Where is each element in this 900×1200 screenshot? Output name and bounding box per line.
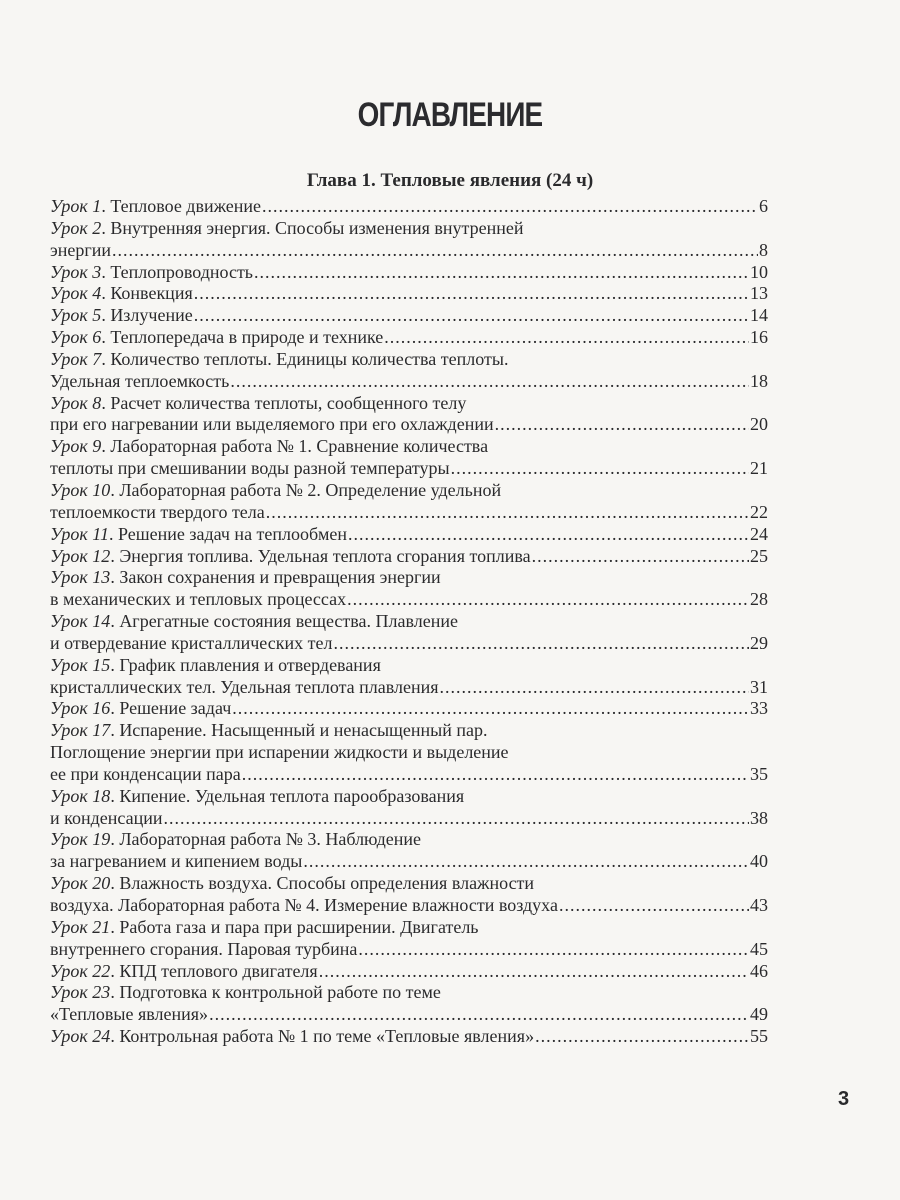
lesson-title: кристаллических тел. Удельная теплота плавления [50, 676, 439, 697]
toc-entry[interactable] [50, 698, 768, 720]
dot-leader [347, 589, 749, 611]
lesson-title: Решение задач на теплообмен [117, 523, 348, 544]
toc-entry-text: Урок 6. Теплопередача в природе и технике [50, 327, 384, 348]
lesson-label: Урок 24 [50, 1026, 111, 1047]
lesson-title: Теплопроводность [110, 261, 254, 282]
lesson-label: Урок 2 [50, 217, 102, 238]
toc-entry[interactable] [50, 873, 768, 917]
toc-entry[interactable] [50, 218, 768, 262]
lesson-title: Теплопередача в природе и технике [110, 327, 384, 348]
lesson-label: Урок 22 [50, 960, 111, 981]
toc-entry-line [50, 939, 768, 961]
lesson-title: Конвекция [110, 283, 193, 304]
toc-page-number: 14 [750, 305, 768, 326]
toc-entry-line [50, 917, 768, 939]
lesson-label: Урок 12 [50, 545, 111, 566]
lesson-title: Работа газа и пара при расширении. Двигатель [119, 916, 479, 937]
toc-entry-line [50, 742, 768, 764]
toc-page-number: 35 [750, 763, 768, 784]
toc-page-number: 6 [759, 196, 768, 216]
toc-entry[interactable] [50, 655, 768, 699]
toc-entry-text: Урок 10. Лабораторная работа № 2. Определение удельной [50, 479, 502, 500]
lesson-title: Кипение. Удельная теплота парообразования [119, 785, 465, 806]
toc-entry-line [50, 961, 768, 983]
lesson-label: Урок 21 [50, 916, 111, 937]
dot-leader [163, 808, 749, 830]
lesson-label: Урок 23 [50, 982, 111, 1003]
lesson-title: и отвердевание кристаллических тел [50, 632, 333, 653]
toc-entry-line [50, 502, 768, 524]
lesson-title: Количество теплоты. Единицы количества теплоты. [110, 348, 509, 369]
toc-entry-line [50, 873, 768, 895]
toc-entry-line [50, 480, 768, 502]
toc-entry-line [50, 567, 768, 589]
toc-entry-text: Урок 14. Агрегатные состояния вещества. Плавление [50, 611, 458, 632]
lesson-label: Урок 7 [50, 348, 102, 369]
lesson-title: Излучение [110, 305, 193, 326]
lesson-title: теплоемкости твердого тела [50, 501, 265, 522]
toc-entry-line [50, 677, 768, 699]
toc-entry-text: Урок 2. Внутренняя энергия. Способы изменения внутренней [50, 217, 524, 238]
toc-entry-text: Урок 8. Расчет количества теплоты, сообщенного телу [50, 392, 467, 413]
toc-entry-text [50, 677, 439, 699]
toc-entry-line [50, 851, 768, 873]
dot-leader [535, 1026, 749, 1048]
toc-entry-text [50, 742, 509, 764]
toc-entry-text [50, 502, 265, 524]
toc-entry[interactable] [50, 283, 768, 305]
lesson-title: ее при конденсации пара [50, 763, 241, 784]
lesson-title: Лабораторная работа № 2. Определение удельной [119, 479, 502, 500]
dot-leader [266, 502, 749, 524]
toc-entry-text [50, 939, 357, 961]
lesson-label: Урок 6 [50, 327, 102, 348]
toc-entry[interactable] [50, 567, 768, 611]
toc-page-number: 29 [750, 632, 768, 653]
toc-entry-text [50, 851, 302, 873]
toc-page-number: 8 [759, 239, 768, 260]
toc-entry-line [50, 371, 768, 393]
lesson-label: Урок 17 [50, 720, 111, 741]
toc-page-number: 40 [750, 851, 768, 872]
toc-entry[interactable] [50, 1026, 768, 1048]
toc-entry-line [50, 633, 768, 655]
toc-entry-text: Урок 15. График плавления и отвердевания [50, 654, 381, 675]
toc-entry-text [50, 371, 229, 393]
lesson-title: КПД теплового двигателя [119, 960, 318, 981]
dot-leader [112, 240, 758, 262]
toc-entry[interactable] [50, 611, 768, 655]
dot-leader [194, 283, 749, 305]
toc-entry-text: Урок 21. Работа газа и пара при расширении. Двигатель [50, 916, 479, 937]
dot-leader [559, 895, 749, 917]
toc-entry-text: Урок 1. Тепловое движение [50, 196, 262, 216]
toc-entry-text: Урок 4. Конвекция [50, 283, 193, 304]
lesson-label: Урок 19 [50, 829, 111, 850]
toc-page-number: 49 [750, 1004, 768, 1025]
lesson-label: Урок 13 [50, 567, 111, 588]
toc-entry[interactable] [50, 262, 768, 284]
toc-entry-text: Урок 19. Лабораторная работа № 3. Наблюдение [50, 829, 421, 850]
toc-entry-text: Урок 24. Контрольная работа № 1 по теме «Тепловые явления» [50, 1026, 535, 1047]
dot-leader [358, 939, 749, 961]
toc-entry-line [50, 414, 768, 436]
toc-entry[interactable] [50, 524, 768, 546]
chapter-heading: Глава 1. Тепловые явления (24 ч) [306, 170, 594, 191]
lesson-title: Решение задач [119, 698, 232, 719]
toc-entry-line [50, 305, 768, 327]
toc-page-number: 28 [750, 589, 768, 610]
toc-entry[interactable] [50, 480, 768, 524]
toc-entry-line [50, 283, 768, 305]
lesson-title: Лабораторная работа № 1. Сравнение количества [110, 436, 489, 457]
toc-entry-line [50, 808, 768, 830]
lesson-title: внутреннего сгорания. Паровая турбина [50, 938, 358, 959]
dot-leader [384, 327, 749, 349]
toc-entry[interactable] [50, 436, 768, 480]
toc-entry-line [50, 655, 768, 677]
toc-page-number: 31 [750, 676, 768, 697]
toc-entry-text [50, 633, 332, 655]
toc-entry-text: Урок 18. Кипение. Удельная теплота парообразования [50, 785, 465, 806]
dot-leader [333, 633, 749, 655]
lesson-label: Урок 5 [50, 305, 102, 326]
lesson-title: воздуха. Лабораторная работа № 4. Измерение влажности воздуха [50, 895, 558, 915]
toc-entry-text [50, 414, 494, 436]
lesson-label: Урок 4 [50, 283, 102, 304]
toc-entry-line [50, 786, 768, 808]
toc-entry-text: Урок 20. Влажность воздуха. Способы определения влажности [50, 873, 535, 894]
lesson-title: при его нагревании или выделяемого при его охлаждении [50, 414, 494, 435]
toc-entry-line [50, 196, 768, 218]
lesson-title: Подготовка к контрольной работе по теме [119, 982, 441, 1003]
lesson-title: Поглощение энергии при испарении жидкости и выделение [50, 742, 509, 763]
toc-entry[interactable] [50, 917, 768, 961]
lesson-title: Тепловое движение [110, 196, 262, 216]
dot-leader [440, 677, 749, 699]
toc-entry-text: Урок 5. Излучение [50, 305, 193, 326]
toc-entry[interactable] [50, 305, 768, 327]
lesson-label: Урок 18 [50, 785, 111, 806]
dot-leader [242, 764, 749, 786]
dot-leader [232, 698, 749, 720]
lesson-label: Урок 9 [50, 436, 102, 457]
lesson-title: «Тепловые явления» [50, 1004, 209, 1025]
toc-entry-text: Урок 12. Энергия топлива. Удельная теплота сгорания топлива [50, 545, 531, 566]
toc-entry[interactable] [50, 961, 768, 983]
lesson-label: Урок 10 [50, 479, 111, 500]
lesson-label: Урок 14 [50, 611, 111, 632]
lesson-title: Удельная теплоемкость [50, 370, 230, 391]
toc-page-number: 13 [750, 283, 768, 304]
toc-entry-text [50, 808, 162, 830]
lesson-label: Урок 1 [50, 196, 102, 216]
lesson-title: Испарение. Насыщенный и ненасыщенный пар. [119, 720, 488, 741]
lesson-label: Урок 8 [50, 392, 102, 413]
toc-entry-line [50, 218, 768, 240]
lesson-title: Внутренняя энергия. Способы изменения внутренней [110, 217, 524, 238]
toc-entry-text: Урок 11. Решение задач на теплообмен [50, 523, 348, 544]
lesson-title: Лабораторная работа № 3. Наблюдение [119, 829, 421, 850]
dot-leader [348, 524, 749, 546]
dot-leader [230, 371, 749, 393]
toc-entry-text: Урок 13. Закон сохранения и превращения энергии [50, 567, 441, 588]
toc-entry-text [50, 1004, 208, 1026]
toc-entry-line [50, 1026, 768, 1048]
dot-leader [495, 414, 749, 436]
lesson-title: Энергия топлива. Удельная теплота сгорания топлива [119, 545, 531, 566]
toc-entry[interactable] [50, 393, 768, 437]
lesson-title: энергии [50, 239, 111, 260]
toc-entry-text [50, 764, 241, 786]
toc-entry-text: Урок 16. Решение задач [50, 698, 232, 719]
toc-entry-line [50, 262, 768, 284]
toc-page-number: 22 [750, 501, 768, 522]
toc-page-number: 43 [750, 895, 768, 915]
toc-entry[interactable] [50, 349, 768, 393]
toc-page-number: 33 [750, 698, 768, 719]
toc-entry-line [50, 436, 768, 458]
toc-entry-line [50, 546, 768, 568]
toc-entry[interactable] [50, 546, 768, 568]
dot-leader [254, 262, 749, 284]
dot-leader [319, 961, 749, 983]
dot-leader [303, 851, 749, 873]
dot-leader [209, 1004, 749, 1026]
toc-page-number: 55 [750, 1026, 768, 1047]
toc-page-number: 20 [750, 414, 768, 435]
toc-entry-text: Урок 22. КПД теплового двигателя [50, 960, 318, 981]
toc-page-number: 46 [750, 960, 768, 981]
lesson-label: Урок 3 [50, 261, 102, 282]
toc-entry-text [50, 895, 558, 917]
toc-page-number: 45 [750, 938, 768, 959]
toc-entry[interactable] [50, 982, 768, 1026]
lesson-label: Урок 16 [50, 698, 111, 719]
toc-page-number: 21 [750, 458, 768, 479]
dot-leader [194, 305, 749, 327]
toc-entry-line [50, 611, 768, 633]
toc-entry-line [50, 589, 768, 611]
toc-entry-text [50, 589, 346, 611]
lesson-title: за нагреванием и кипением воды [50, 851, 303, 872]
toc-entry[interactable] [50, 786, 768, 830]
page-number: 3 [838, 1088, 850, 1110]
toc-entry-text: Урок 3. Теплопроводность [50, 261, 254, 282]
toc-page-number: 24 [750, 523, 768, 544]
toc-entry-line [50, 698, 768, 720]
lesson-title: Расчет количества теплоты, сообщенного телу [110, 392, 467, 413]
toc-page-number: 38 [750, 807, 768, 828]
toc-entry-text [50, 240, 111, 262]
toc-entry[interactable] [50, 196, 768, 218]
lesson-title: и конденсации [50, 807, 163, 828]
lesson-title: в механических и тепловых процессах [50, 589, 347, 610]
page-title: ОГЛАВЛЕНИЕ [357, 96, 543, 134]
toc-entry-text: Урок 17. Испарение. Насыщенный и ненасыщенный пар. [50, 720, 488, 741]
toc-entry-line [50, 393, 768, 415]
toc-entry-line [50, 720, 768, 742]
lesson-label: Урок 20 [50, 873, 111, 894]
dot-leader [262, 196, 758, 218]
lesson-label: Урок 15 [50, 654, 111, 675]
dot-leader [532, 546, 749, 568]
lesson-title: Влажность воздуха. Способы определения влажности [119, 873, 535, 894]
toc-entry-text: Урок 7. Количество теплоты. Единицы количества теплоты. [50, 348, 509, 369]
lesson-title: Закон сохранения и превращения энергии [119, 567, 441, 588]
toc-entry-line [50, 895, 768, 917]
lesson-label: Урок 11 [50, 523, 109, 544]
toc-entry[interactable] [50, 720, 768, 786]
toc-entry-line [50, 829, 768, 851]
toc-page-number: 16 [750, 327, 768, 348]
toc-entry-text: Урок 9. Лабораторная работа № 1. Сравнение количества [50, 436, 489, 457]
lesson-title: Контрольная работа № 1 по теме «Тепловые явления» [119, 1026, 535, 1047]
toc-page-number: 25 [750, 545, 768, 566]
toc-entry-line [50, 764, 768, 786]
toc-entry-line [50, 982, 768, 1004]
toc-entry-text [50, 458, 450, 480]
toc-entry[interactable] [50, 327, 768, 349]
toc-entry[interactable] [50, 829, 768, 873]
toc-entry-line [50, 349, 768, 371]
lesson-title: График плавления и отвердевания [119, 654, 381, 675]
toc-entry-line [50, 1004, 768, 1026]
toc-entry-text: Урок 23. Подготовка к контрольной работе по теме [50, 982, 441, 1003]
toc-page-number: 18 [750, 370, 768, 391]
table-of-contents [50, 196, 768, 1048]
lesson-title: Агрегатные состояния вещества. Плавление [119, 611, 458, 632]
toc-entry-line [50, 524, 768, 546]
toc-entry-line [50, 240, 768, 262]
toc-entry-line [50, 458, 768, 480]
toc-page-number: 10 [750, 261, 768, 282]
lesson-title: теплоты при смешивании воды разной температуры [50, 458, 450, 479]
dot-leader [451, 458, 749, 480]
toc-entry-line [50, 327, 768, 349]
